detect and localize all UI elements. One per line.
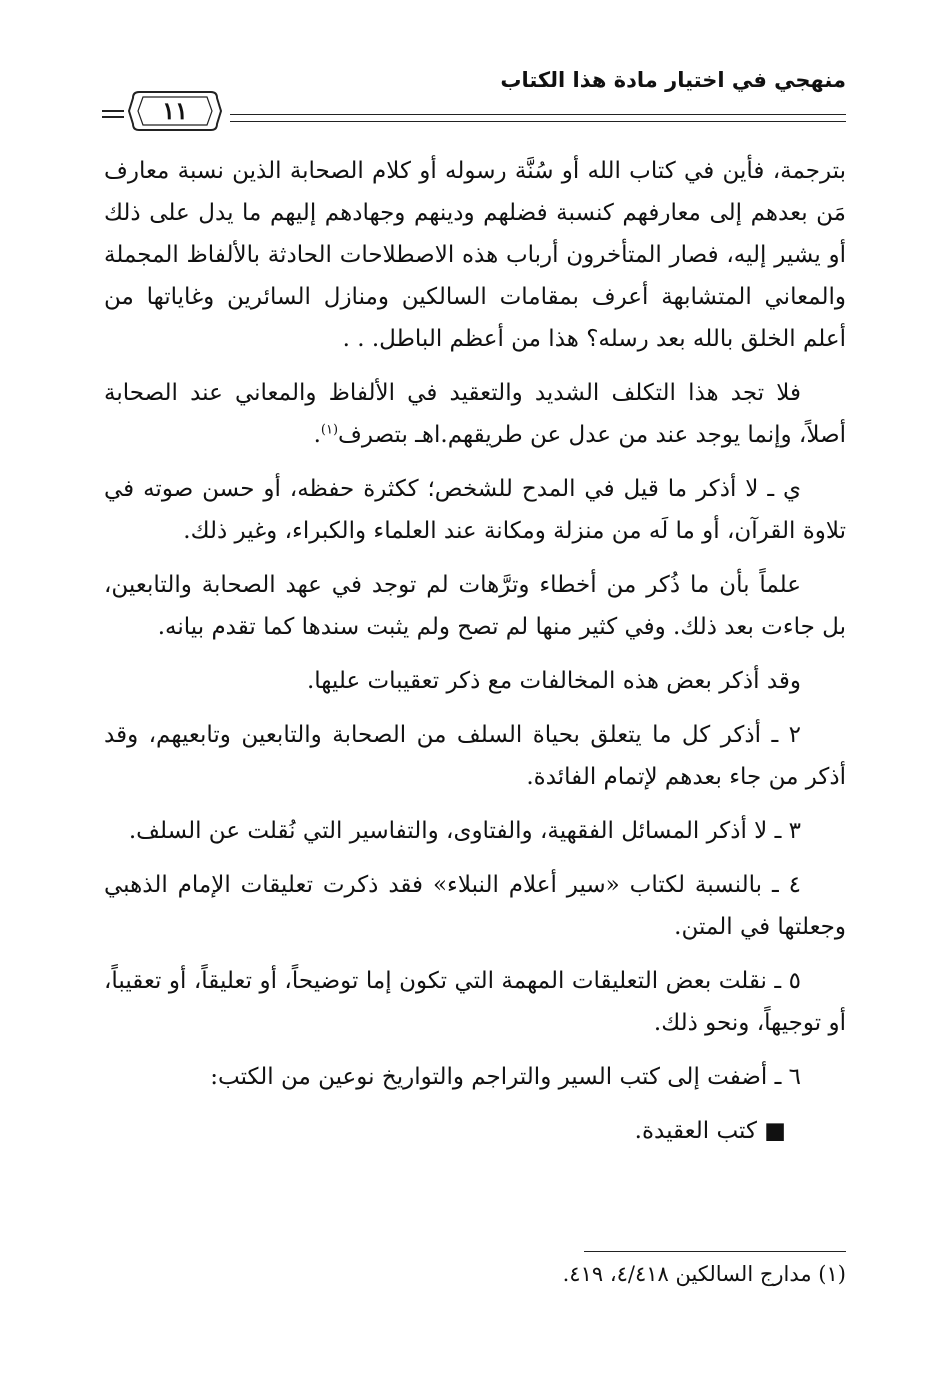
header-ornament-dashes (102, 110, 124, 122)
list-item-6: ٦ ـ أضفت إلى كتب السير والتراجم والتواريخ نوعين من الكتب: (210, 1064, 801, 1090)
page-number-frame (125, 86, 225, 136)
paragraph-2-end: . (313, 422, 321, 448)
paragraph-5: وقد أذكر بعض هذه المخالفات مع ذكر تعقيبات عليها. (306, 668, 801, 694)
list-item-5: ٥ ـ نقلت بعض التعليقات المهمة التي تكون إما توضيحاً، أو تعليقاً، أو تعقيباً، أو توجيهاً، ونحو ذلك. (104, 968, 846, 1036)
list-item-3: ٣ ـ لا أذكر المسائل الفقهية، والفتاوى، والتفاسير التي نُقلت عن السلف. (128, 818, 801, 844)
paragraph-2-text: فلا تجد هذا التكلف الشديد والتعقيد في الألفاظ والمعاني عند الصحابة أصلاً، وإنما يوجد عند من عدل عن طريقهم.اهـ بتصرف (104, 380, 846, 448)
footnote-rule (584, 1251, 846, 1252)
header-rule (230, 114, 846, 122)
main-text (104, 150, 846, 1164)
paragraph-4: علماً بأن ما ذُكر من أخطاء وترَّهات لم توجد في عهد الصحابة والتابعين، بل جاءت بعد ذلك. وفي كثير منها لم تصح ولم يثبت سندها كما تقدم بيانه. (104, 572, 846, 640)
list-item-4: ٤ ـ بالنسبة لكتاب «سير أعلام النبلاء» فقد ذكرت تعليقات الإمام الذهبي وجعلتها في المتن. (104, 872, 846, 940)
bullet-text: كتب العقيدة. (634, 1118, 757, 1144)
square-bullet-icon: ■ (764, 1118, 786, 1144)
paragraph-3: ي ـ لا أذكر ما قيل في المدح للشخص؛ ككثرة حفظه، أو حسن صوته في تلاوة القرآن، أو ما لَه من منزلة ومكانة عند العلماء والكبراء، وغير ذلك. (104, 476, 846, 544)
paragraph-1: بترجمة، فأين في كتاب الله أو سُنَّة رسوله أو كلام الصحابة الذين نسبة معارف مَن بعدهم إلى معارفهم كنسبة فضلهم ودينهم وجهادهم إليهم ما يدل على ذلك أو يشير إليه، فصار المتأخرون أرباب هذه الاصطلاحات الحادثة بالألفاظ المجملة والمعاني المتشابهة أعرف بمقامات السالكين ومنازل السائرين وغاياتها من أعلم الخلق بالله بعد رسله؟ هذا من أعظم الباطل. . . (104, 158, 846, 352)
paragraph-2 (104, 372, 846, 456)
running-title: منهجي في اختيار مادة هذا الكتاب (500, 68, 846, 92)
page-number: ١١ (162, 96, 188, 125)
bullet-item (104, 1110, 846, 1152)
footnote: (١) مدارج السالكين ٤/٤١٨، ٤١٩. (562, 1262, 846, 1286)
list-item-2: ٢ ـ أذكر كل ما يتعلق بحياة السلف من الصحابة والتابعين وتابعيهم، وقد أذكر من جاء بعدهم لإتمام الفائدة. (104, 722, 846, 790)
footnote-marker[interactable]: (١) (320, 422, 339, 438)
